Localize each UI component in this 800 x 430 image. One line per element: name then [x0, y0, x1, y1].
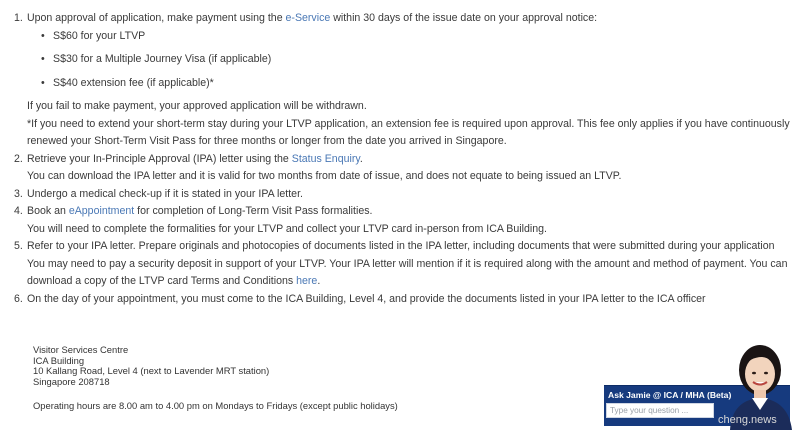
fee-item: • S$40 extension fee (if applicable)*	[41, 75, 792, 93]
status-enquiry-link[interactable]: Status Enquiry	[291, 152, 360, 165]
step-6	[0, 291, 792, 309]
step-3	[0, 186, 792, 204]
extension-fee-note: *If you need to extend your short-term stay during your LTVP application, an extension fee is required upon approval. This fee only applies if you have continuously renewed your Short-Term Visit Pass for three months or longer from the date you arrived in Singapore.	[27, 117, 790, 147]
step-number: 3.	[14, 187, 23, 200]
fee-item: • S$30 for a Multiple Journey Visa (if applicable)	[41, 51, 792, 69]
eappointment-link[interactable]: eAppointment	[68, 205, 135, 217]
step-number: 4.	[14, 205, 23, 217]
steps-list	[0, 10, 792, 308]
terms-here-link[interactable]: here	[296, 275, 318, 287]
step-5-text: Refer to your IPA letter. Prepare originals and photocopies of documents listed in the IPA letter, including documents that were submitted during your application	[27, 240, 775, 252]
step-number: 2.	[14, 152, 23, 165]
operating-hours: Operating hours are 8.00 am to 4.00 pm on Mondays to Fridays (except public holidays)	[33, 400, 398, 411]
e-service-link[interactable]: e-Service	[285, 12, 331, 24]
chat-question-input[interactable]	[606, 403, 714, 418]
step-4-detail: You will need to complete the formalities for your LTVP and collect your LTVP card in-person from ICA Building.	[27, 222, 547, 235]
address-line: Singapore 208718	[33, 375, 110, 387]
watermark: cheng.news	[718, 414, 777, 426]
step-2-detail: You can download the IPA letter and it is valid for two months from date of issue, and does not equate to being issued an LTVP.	[27, 170, 622, 182]
step-4-text: Book an eAppointment for completion of Long-Term Visit Pass formalities.	[27, 205, 373, 217]
step-number: 1.	[14, 12, 23, 24]
step-4	[0, 203, 792, 238]
step-6-text: On the day of your appointment, you must come to the ICA Building, Level 4, and provide the documents listed in your IPA letter to the ICA officer	[27, 292, 706, 305]
chat-title[interactable]: Ask Jamie @ ICA / MHA (Beta)	[608, 390, 732, 400]
fee-list	[27, 28, 792, 93]
address-line: 10 Kallang Road, Level 4 (next to Lavender MRT station)	[33, 365, 270, 377]
address-line: ICA Building	[33, 354, 85, 366]
address-line: Visitor Services Centre	[33, 344, 129, 355]
step-3-text: Undergo a medical check-up if it is stated in your IPA letter.	[27, 187, 303, 200]
step-1-text: Upon approval of application, make payment using the e-Service within 30 days of the issue date on your approval notice:	[27, 12, 598, 24]
step-number: 5.	[14, 240, 23, 252]
step-number: 6.	[14, 292, 23, 305]
step-1	[0, 10, 792, 151]
address-block	[33, 345, 269, 387]
step-2-text: Retrieve your In-Principle Approval (IPA) letter using the Status Enquiry.	[27, 152, 363, 165]
step-5	[0, 238, 792, 291]
step-2	[0, 151, 792, 186]
payment-warning: If you fail to make payment, your approved application will be withdrawn.	[27, 100, 367, 112]
step-5-detail: You may need to pay a security deposit in support of your LTVP. Your IPA letter will mention if it is required along with the amount and method of payment. You can download a copy of the LTVP card Terms and Conditions here.	[27, 257, 788, 287]
fee-item: • S$60 for your LTVP	[41, 28, 792, 46]
